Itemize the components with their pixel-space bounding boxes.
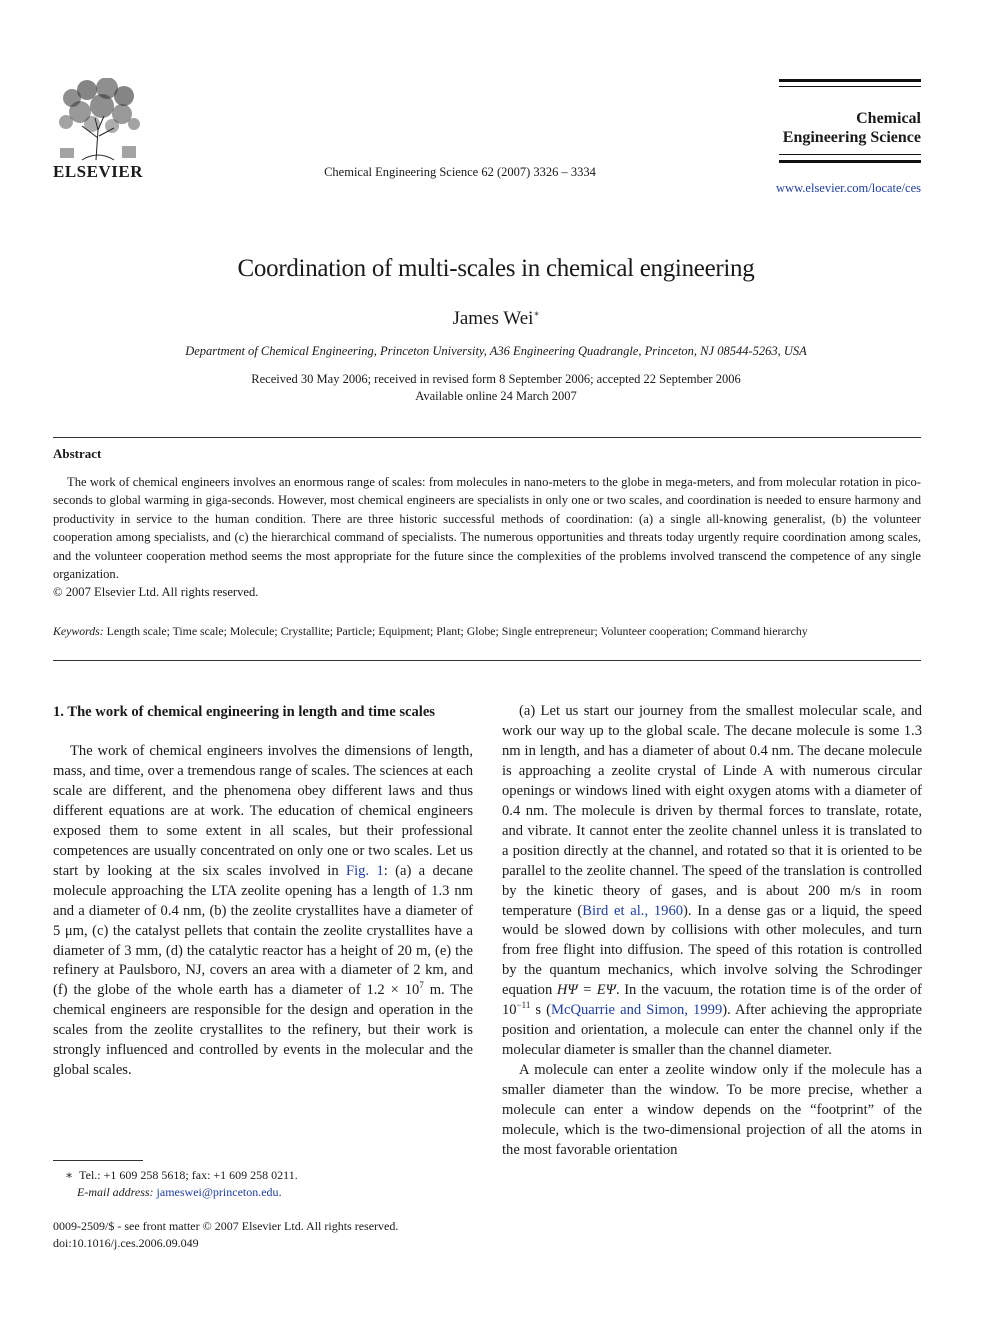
abstract-paragraph [53, 473, 921, 602]
reference-link[interactable]: McQuarrie and Simon, 1999 [551, 1002, 723, 1019]
keywords [53, 624, 921, 639]
email-link[interactable]: jameswei@princeton.edu [156, 1185, 279, 1199]
footnote-mark: ∗ [65, 1168, 74, 1182]
body-text: (a) Let us start our journey from the smallest molecular scale, and work our way up to the global scale. The decane molecule is some 1.3 nm in length, and has a diameter of about 0.4 nm. The decane molecule is approaching a zeolite crystal of Linde A with numerous circular openings or windows lined with eight oxygen atoms with a diameter of 0.4 nm. The molecule is driven by thermal forces to translate, rotate, and vibrate. It cannot enter the zeolite channel unless it is translated to a position directly at the channel, and rotated so that it is oriented to be parallel to the zeolite channel. The speed of the translation is controlled by the kinetic theory of gases, and is about 200 m/s in room temperature ( [502, 703, 922, 919]
body-text: ). After achieving the appropriate position and orientation, a molecule can enter the channel only if the molecular diameter is smaller than the channel diameter. [502, 1002, 922, 1059]
abstract-body [53, 473, 921, 602]
abstract-copyright: © 2007 Elsevier Ltd. All rights reserved. [53, 585, 259, 600]
article-author [0, 308, 992, 330]
journal-name [760, 109, 921, 147]
left-column [53, 702, 473, 1081]
reference-link[interactable]: Bird et al., 1960 [582, 902, 684, 919]
footnote-contact-line [53, 1167, 473, 1184]
front-matter [53, 1218, 493, 1252]
doi[interactable]: doi:10.1016/j.ces.2006.09.049 [53, 1236, 199, 1250]
abstract-text: The work of chemical engineers involves an enormous range of scales: from molecules in nano-meters to the globe in mega-meters, and from molecular rotation in pico-seconds to global warming in giga-seconds. However, most chemical engineers are specialists in only one or two scales, and coordination is needed to ensure harmony and productivity in service to the human condition. There are three historic successful methods of coordination: (a) a single all-knowing generalist, (b) the volunteer cooperation among specialists, and (c) the hierarchical command of specialists. The numerous opportunities and threats today urgently require coordination among scales, and the volunteer cooperation method seems the most appropriate for the future since the complexities of the problems involved transcend the competence of any single organization. [53, 475, 921, 582]
author-footnote-mark[interactable]: ∗ [533, 308, 540, 319]
footnote-email-line: E-mail address: jameswei@princeton.edu. [77, 1185, 282, 1199]
body-text: s ( [530, 1002, 552, 1019]
section-heading: 1. The work of chemical engineering in length and time scales [53, 704, 435, 720]
body-text: : (a) a decane molecule approaching the LTA zeolite opening has a length of 1.3 nm and a diameter of 0.4 nm, (b) the zeolite crystallites have a diameter of 5 μm, (c) the catalyst pellets that contain the zeolite crystallites have a diameter of 3 mm, (d) the catalytic reactor has a height of 20 m, (e) the refinery at Paulsboro, NJ, covers an area with a diameter of 2 km, and (f) the globe of the whole earth has a diameter of 1.2 × 10 [53, 862, 473, 999]
header-rule [779, 79, 921, 82]
divider [53, 660, 921, 661]
journal-url-link[interactable]: www.elsevier.com/locate/ces [776, 181, 921, 195]
author-name: James Wei [452, 308, 534, 329]
article-title: Coordination of multi-scales in chemical engineering [237, 255, 755, 282]
right-column [502, 702, 922, 1161]
body-paragraph [53, 742, 473, 1081]
journal-citation: Chemical Engineering Science 62 (2007) 3326 – 3334 [324, 165, 596, 179]
author-footnote [53, 1167, 473, 1201]
body-text: m. The chemical engineers are responsible for the design and operation in the scales from the zeolite crystallites to the refinery, but their work is strongly influenced and controlled by events in the molecular and the global scales. [53, 982, 473, 1079]
body-paragraph: A molecule can enter a zeolite window only if the molecule has a smaller diameter than the window. To be more precise, whether a molecule can enter a window depends on the “footprint” of the molecule, which is the two-dimensional projection of all the atoms in the most favorable orientation [502, 1062, 922, 1158]
author-affiliation: Department of Chemical Engineering, Princeton University, A36 Engineering Quadrangle, Princeton, NJ 08544-5263, USA [185, 344, 807, 358]
equation: HΨ = EΨ [556, 982, 616, 999]
header-rule [779, 86, 921, 87]
exponent: −11 [516, 1000, 531, 1011]
email-label: E-mail address: [77, 1185, 154, 1199]
abstract-heading: Abstract [53, 446, 102, 461]
article-dates [60, 371, 932, 405]
body-text: The work of chemical engineers involves the dimensions of length, mass, and time, over a tremendous range of scales. The sciences at each scale are different, and the phenomena obey different laws and thus different equations are at work. The education of chemical engineers exposed them to some extent in all scales, but their professional competences are usually concentrated on only one or two scales. Let us start by looking at the six scales involved in [53, 743, 473, 879]
available-online: Available online 24 March 2007 [415, 389, 577, 403]
divider [53, 437, 921, 438]
issn-copyright: 0009-2509/$ - see front matter © 2007 Elsevier Ltd. All rights reserved. [53, 1219, 399, 1233]
body-text: ). In a dense gas or a liquid, the speed would be slowed down by collisions with other molecules, and turn from free flight into diffusion. The speed of this rotation is controlled by the quantum mechanics, which involve solving the Schrodinger equation [502, 902, 922, 999]
body-paragraph [502, 702, 922, 1061]
footnote-contact: Tel.: +1 609 258 5618; fax: +1 609 258 0211. [79, 1168, 298, 1182]
exponent: 7 [419, 980, 424, 991]
keywords-list: Length scale; Time scale; Molecule; Crystallite; Particle; Equipment; Plant; Globe; Single entrepreneur; Volunteer cooperation; Command hierarchy [106, 624, 808, 638]
header-rule [779, 160, 921, 163]
journal-name-line1: Chemical [856, 110, 921, 127]
journal-name-line2: Engineering Science [782, 129, 921, 146]
figure-1-link[interactable]: Fig. 1 [346, 862, 384, 879]
publisher-name: ELSEVIER [53, 162, 143, 181]
body-text: . In the vacuum, the rotation time is of the order of 10 [502, 982, 922, 1019]
received-dates: Received 30 May 2006; received in revised form 8 September 2006; accepted 22 September 2006 [251, 372, 741, 386]
header-rule [779, 154, 921, 155]
keywords-label: Keywords: [53, 624, 104, 638]
footnote-rule [53, 1160, 143, 1161]
